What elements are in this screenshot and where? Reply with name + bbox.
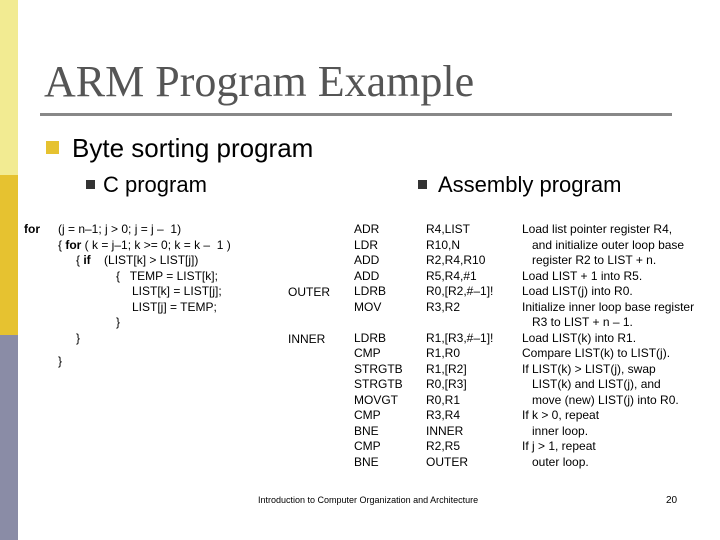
asm-mnemonic: MOVGT bbox=[354, 392, 398, 407]
c-code-line: (j = n–1; j > 0; j = j – 1) bbox=[58, 222, 182, 236]
asm-operand: R0,[R3] bbox=[426, 377, 467, 391]
c-code-line: } bbox=[116, 315, 121, 329]
asm-label-inner: INNER bbox=[288, 332, 326, 346]
bullet-square-icon bbox=[46, 141, 59, 154]
asm-operand: R4,LIST bbox=[426, 222, 471, 236]
asm-operand: R5,R4,#1 bbox=[426, 268, 477, 283]
asm-mnemonic: BNE bbox=[354, 423, 379, 438]
asm-label-outer: OUTER bbox=[288, 285, 330, 299]
asm-mnemonic: ADD bbox=[354, 253, 380, 267]
asm-comment: Load LIST + 1 into R5. bbox=[522, 268, 643, 283]
asm-operand: INNER bbox=[426, 423, 464, 438]
asm-operand: OUTER bbox=[426, 454, 468, 469]
asm-comment: move (new) LIST(j) into R0. bbox=[522, 392, 679, 407]
asm-mnemonic: ADR bbox=[354, 222, 380, 236]
asm-operand: R0,R1 bbox=[426, 392, 461, 407]
asm-comment: inner loop. bbox=[522, 423, 589, 438]
asm-comment: Compare LIST(k) to LIST(j). bbox=[522, 346, 671, 360]
bullet-byte-sorting: Byte sorting program bbox=[72, 133, 314, 163]
asm-mnemonic: CMP bbox=[354, 439, 381, 453]
asm-operand: R0,[R2,#–1]! bbox=[426, 284, 494, 298]
c-code-line: LIST[j] = TEMP; bbox=[132, 299, 217, 314]
asm-comment: register R2 to LIST + n. bbox=[522, 253, 657, 267]
page-number: 20 bbox=[666, 495, 678, 506]
asm-mnemonic: ADD bbox=[354, 268, 380, 283]
asm-operand: R2,R5 bbox=[426, 439, 461, 453]
asm-mnemonic: CMP bbox=[354, 408, 381, 422]
accent-bar-bottom bbox=[0, 335, 18, 540]
asm-operand: R3,R4 bbox=[426, 408, 461, 422]
asm-comment: Load LIST(j) into R0. bbox=[522, 284, 633, 298]
asm-comment: Load list pointer register R4, bbox=[522, 222, 673, 236]
asm-mnemonic: BNE bbox=[354, 454, 379, 469]
accent-bar-top bbox=[0, 0, 18, 175]
c-code-line: } bbox=[76, 330, 81, 345]
title-divider bbox=[40, 113, 672, 116]
asm-comment: Load LIST(k) into R1. bbox=[522, 330, 637, 345]
asm-operand: R1,[R2] bbox=[426, 361, 467, 376]
bullet-square-icon bbox=[86, 180, 95, 189]
asm-mnemonics-column bbox=[354, 222, 403, 470]
asm-comment: If j > 1, repeat bbox=[522, 439, 596, 453]
asm-mnemonic: LDR bbox=[354, 237, 379, 252]
asm-comment: R3 to LIST + n – 1. bbox=[522, 315, 633, 329]
c-code-line: { if (LIST[k] > LIST[j]) bbox=[76, 253, 199, 267]
accent-bar-middle bbox=[0, 175, 18, 335]
bullet-assembly-program: Assembly program bbox=[438, 172, 622, 197]
bullet-square-icon bbox=[418, 180, 427, 189]
asm-mnemonic: LDRB bbox=[354, 330, 387, 345]
asm-operand: R3,R2 bbox=[426, 299, 461, 314]
asm-mnemonic: STRGTB bbox=[354, 361, 403, 376]
bullet-c-program: C program bbox=[103, 172, 207, 197]
asm-comment: Initialize inner loop base register bbox=[522, 299, 695, 314]
c-code-line: LIST[k] = LIST[j]; bbox=[132, 284, 222, 298]
c-code-line: { for ( k = j–1; k >= 0; k = k – 1 ) bbox=[58, 237, 231, 252]
asm-comment: If k > 0, repeat bbox=[522, 408, 600, 422]
asm-operand: R1,[R3,#–1]! bbox=[426, 330, 494, 345]
c-code-line: { TEMP = LIST[k]; bbox=[116, 268, 218, 283]
c-code-line: } bbox=[58, 354, 63, 368]
asm-operand: R1,R0 bbox=[426, 346, 461, 360]
c-for-keyword: for bbox=[24, 222, 40, 236]
asm-operand: R2,R4,R10 bbox=[426, 253, 486, 267]
asm-mnemonic: CMP bbox=[354, 346, 381, 360]
asm-operand: R10,N bbox=[426, 237, 461, 252]
slide-footer: Introduction to Computer Organization and Architecture bbox=[258, 495, 479, 505]
asm-comment: If LIST(k) > LIST(j), swap bbox=[522, 361, 656, 376]
asm-mnemonic: STRGTB bbox=[354, 377, 403, 391]
asm-comment: outer loop. bbox=[522, 454, 589, 469]
slide-title: ARM Program Example bbox=[44, 57, 475, 106]
asm-comments-column bbox=[522, 222, 694, 470]
asm-comment: and initialize outer loop base bbox=[522, 237, 685, 252]
asm-operands-column bbox=[426, 222, 493, 470]
asm-mnemonic: LDRB bbox=[354, 284, 387, 298]
asm-mnemonic: MOV bbox=[354, 299, 382, 314]
asm-comment: LIST(k) and LIST(j), and bbox=[522, 377, 661, 391]
